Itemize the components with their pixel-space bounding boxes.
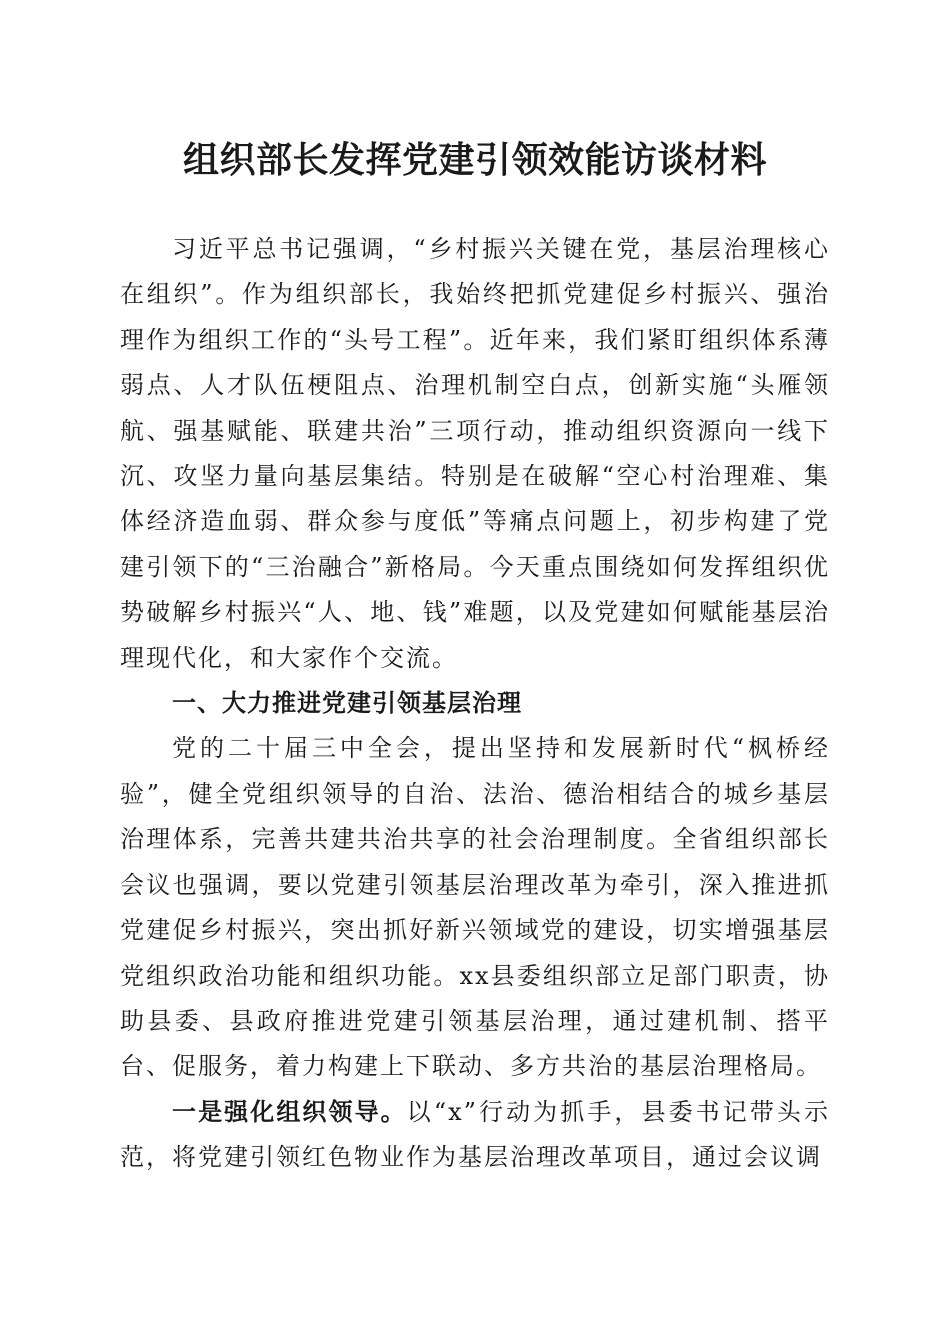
document-body — [120, 227, 830, 1181]
point-text: 以“x”行动为抓手，县委书记带头示范，将党建引领红色物业作为基层治理改革项目，通过会议调 — [120, 1097, 831, 1172]
point-lead: 一是强化组织领导。 — [172, 1097, 407, 1126]
point-paragraph — [120, 1090, 830, 1181]
section-paragraph: 党的二十届三中全会，提出坚持和发展新时代“枫桥经验”，健全党组织领导的自治、法治、德治相结合的城乡基层治理体系，完善共建共治共享的社会治理制度。全省组织部长会议也强调，要以党建引领基层治理改革为牵引，深入推进抓党建促乡村振兴，突出抓好新兴领域党的建设，切实增强基层党组织政治功能和组织功能。xx县委组织部立足部门职责，协助县委、县政府推进党建引领基层治理，通过建机制、搭平台、促服务，着力构建上下联动、多方共治的基层治理格局。 — [120, 734, 830, 1081]
document-title: 组织部长发挥党建引领效能访谈材料 — [182, 140, 767, 181]
intro-paragraph: 习近平总书记强调，“乡村振兴关键在党，基层治理核心在组织”。作为组织部长，我始终把抓党建促乡村振兴、强治理作为组织工作的“头号工程”。近年来，我们紧盯组织体系薄弱点、人才队伍梗阻点、治理机制空白点，创新实施“头雁领航、强基赋能、联建共治”三项行动，推动组织资源向一线下沉、攻坚力量向基层集结。特别是在破解“空心村治理难、集体经济造血弱、群众参与度低”等痛点问题上，初步构建了党建引领下的“三治融合”新格局。今天重点围绕如何发挥组织优势破解乡村振兴“人、地、钱”难题，以及党建如何赋能基层治理现代化，和大家作个交流。 — [120, 235, 830, 672]
section-heading: 一、大力推进党建引领基层治理 — [172, 689, 522, 718]
